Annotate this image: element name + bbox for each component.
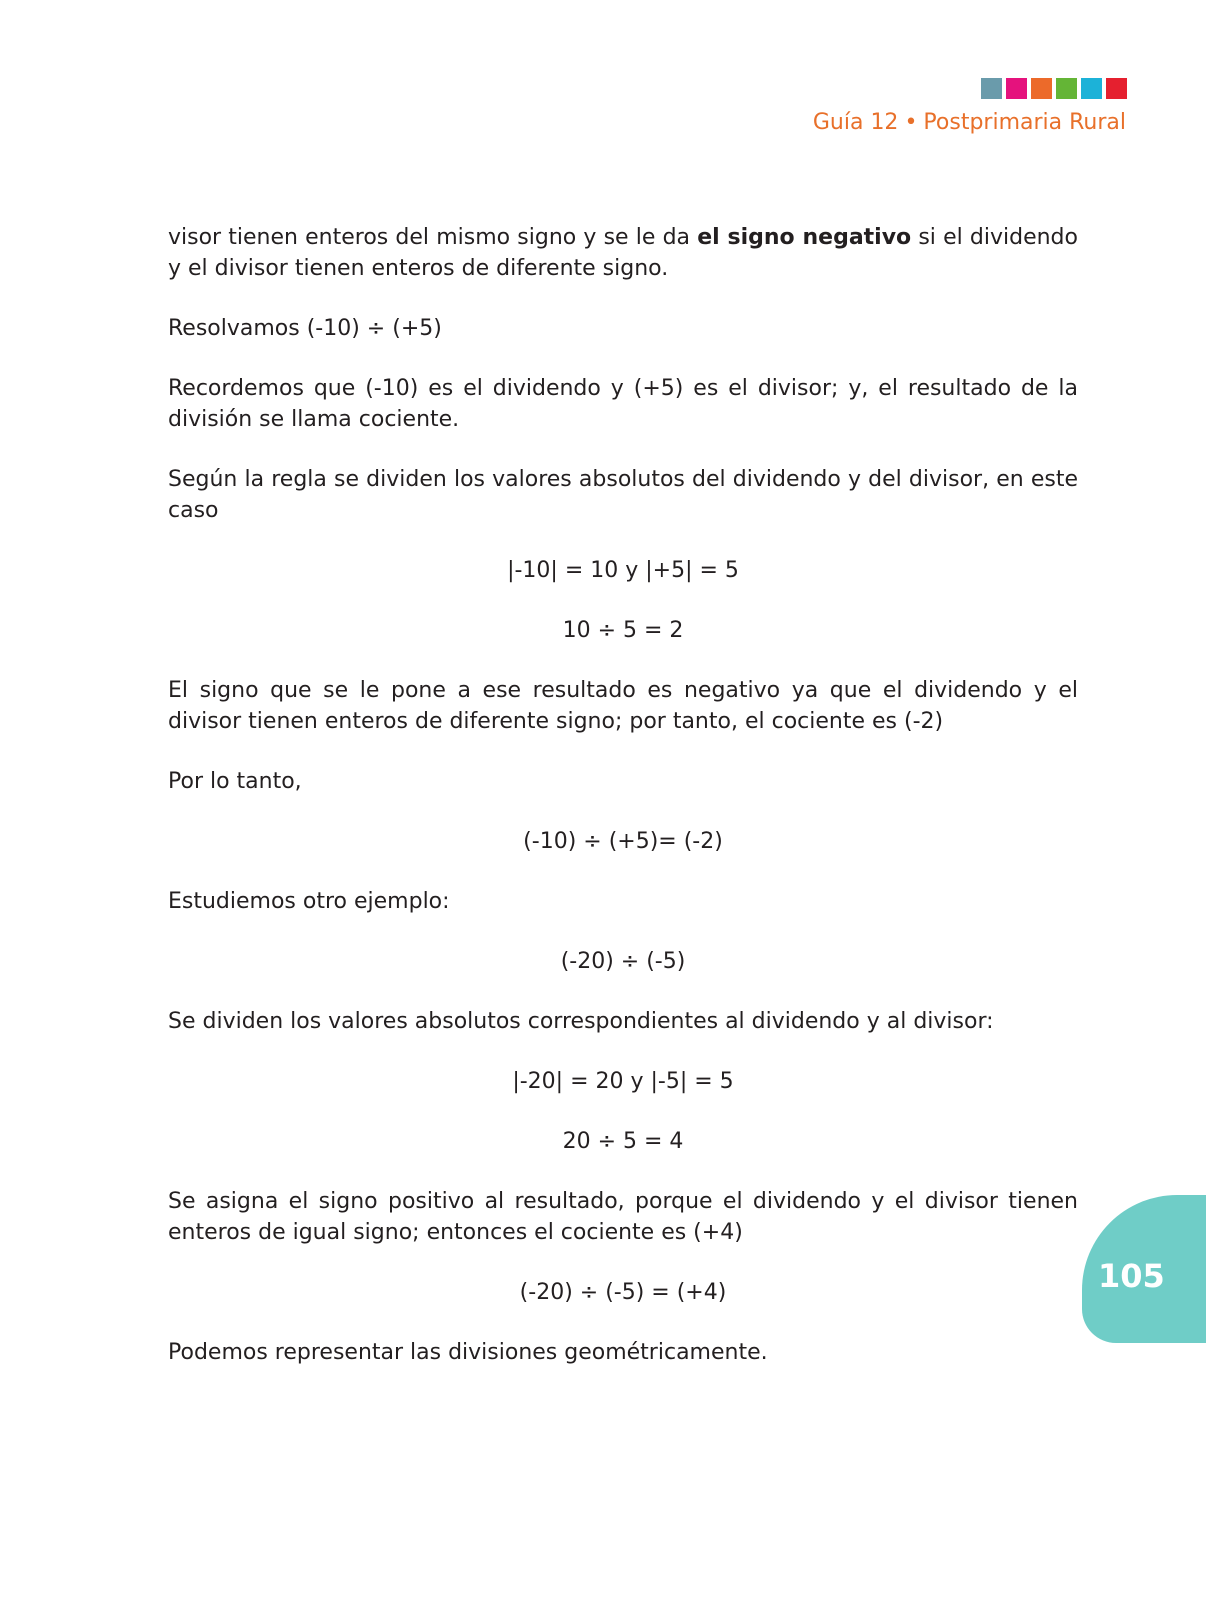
paragraph-signo-positivo: Se asigna el signo positivo al resultado, porque el dividendo y el divisor tienen enteros de igual signo; entonces el cociente es (+4) [168, 1189, 1078, 1245]
paragraph-valores-absolutos: Se dividen los valores absolutos correspondientes al dividendo y al divisor: [168, 1009, 994, 1034]
paragraph-signo-negativo: El signo que se le pone a ese resultado es negativo ya que el dividendo y el divisor tienen enteros de diferente signo; por tanto, el cociente es (-2) [168, 678, 1078, 734]
page-body [168, 222, 1078, 1368]
equation-absolute-values-1: |-10| = 10 y |+5| = 5 [507, 558, 739, 583]
equation-example-2: (-20) ÷ (-5) [560, 949, 686, 974]
equation-absolute-values-2: |-20| = 20 y |-5| = 5 [512, 1069, 734, 1094]
guide-label: Guía 12 [812, 110, 899, 135]
rule-emphasis: el signo negativo [697, 225, 912, 250]
paragraph-representar: Podemos representar las divisiones geométricamente. [168, 1340, 768, 1365]
paragraph-recordemos: Recordemos que (-10) es el dividendo y (+5) es el divisor; y, el resultado de la división se llama cociente. [168, 376, 1078, 432]
color-swatch [1106, 78, 1127, 99]
header-color-strip [981, 78, 1127, 99]
rule-text-after: si el dividendo y el divisor tienen enteros de diferente signo. [168, 225, 1078, 281]
equation-division-2: 20 ÷ 5 = 4 [562, 1129, 684, 1154]
page-number-tab [1082, 1195, 1206, 1343]
program-label: Postprimaria Rural [923, 110, 1126, 135]
rule-text-before: visor tienen enteros del mismo signo y se le da [168, 225, 698, 250]
equation-result-1: (-10) ÷ (+5)= (-2) [523, 829, 723, 854]
equation-division-1: 10 ÷ 5 = 2 [562, 618, 684, 643]
header-bullet: • [904, 110, 918, 135]
equation-result-2: (-20) ÷ (-5) = (+4) [519, 1280, 727, 1305]
running-header [813, 110, 1126, 135]
paragraph-por-lo-tanto: Por lo tanto, [168, 769, 302, 794]
paragraph-resolvamos: Resolvamos (-10) ÷ (+5) [168, 316, 442, 341]
paragraph-segun-regla: Según la regla se dividen los valores absolutos del dividendo y del divisor, en este caso [168, 467, 1078, 523]
color-swatch [1081, 78, 1102, 99]
paragraph-rule-continuation [168, 222, 1078, 284]
page-number: 105 [1098, 1257, 1165, 1295]
color-swatch [1006, 78, 1027, 99]
color-swatch [1031, 78, 1052, 99]
color-swatch [1056, 78, 1077, 99]
paragraph-otro-ejemplo: Estudiemos otro ejemplo: [168, 889, 450, 914]
color-swatch [981, 78, 1002, 99]
